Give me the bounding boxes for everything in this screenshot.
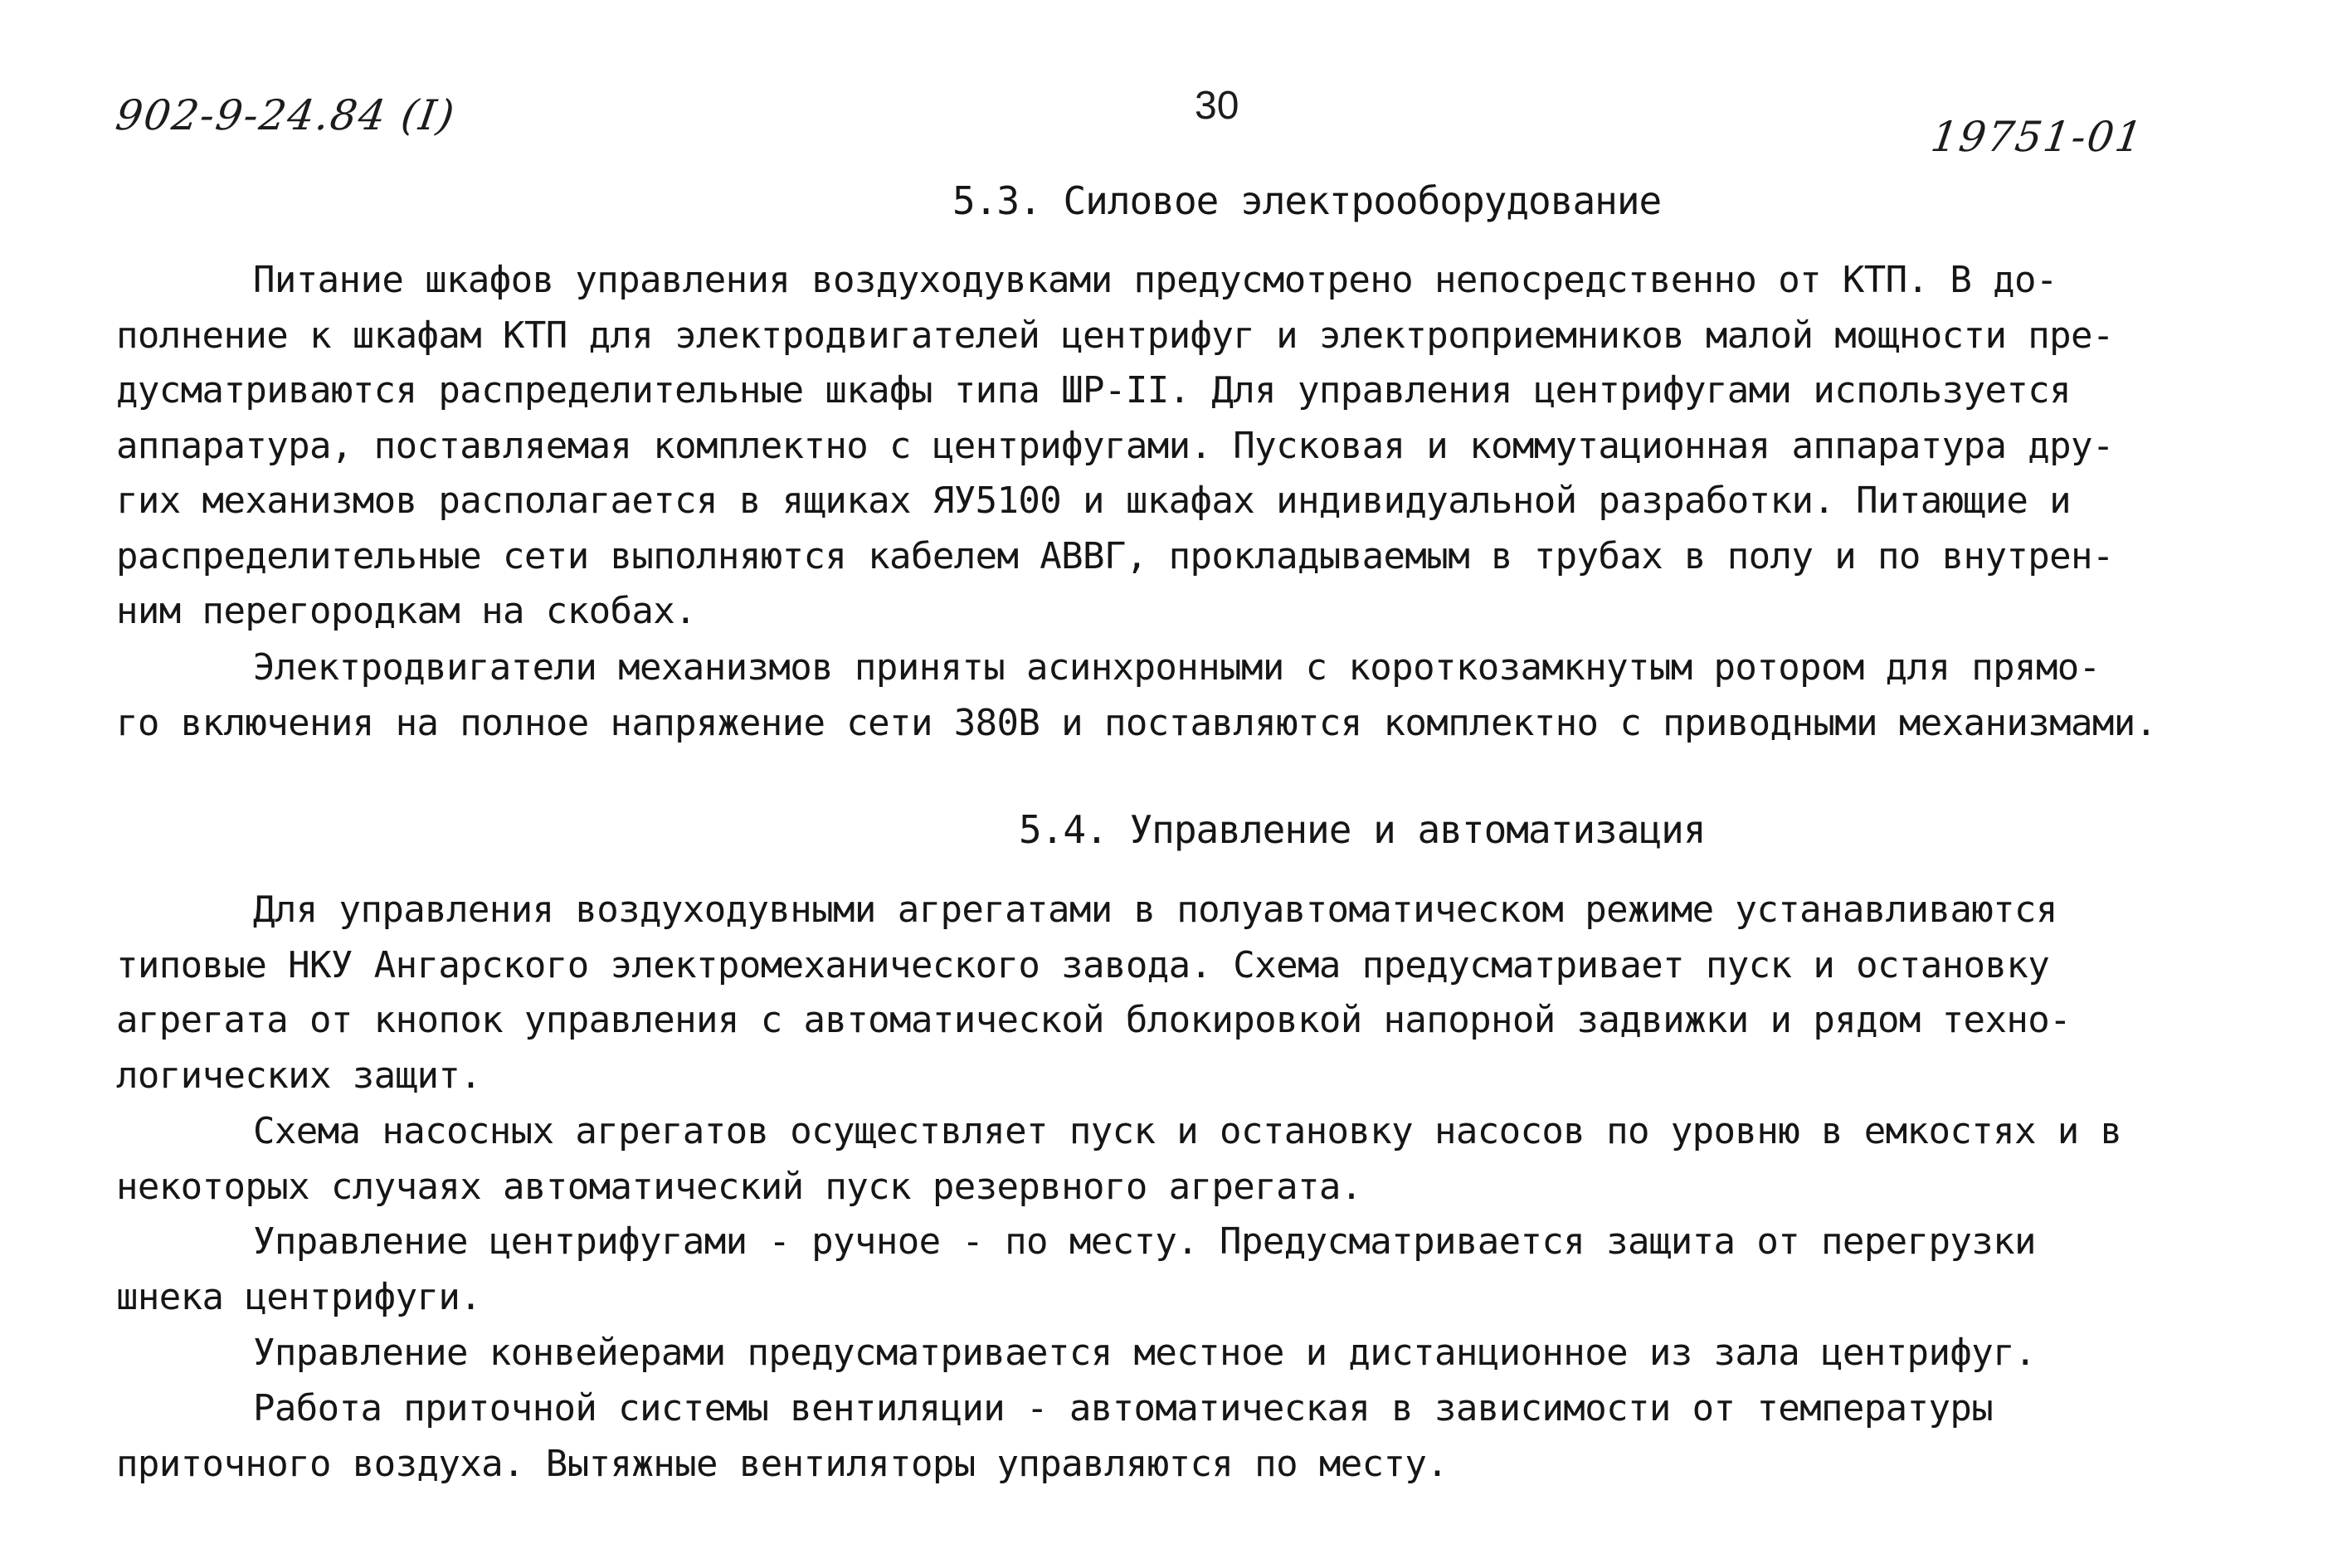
- text-line: Схема насосных агрегатов осуществляет пуск и остановку насосов по уровню в емкостях и в: [253, 1110, 2122, 1152]
- text-line: Управление конвейерами предусматривается местное и дистанционное из зала центрифуг.: [253, 1332, 2036, 1374]
- text-line: ним перегородкам на скобах.: [116, 590, 697, 632]
- section-heading-5-4: 5.4. Управление и автоматизация: [1019, 807, 1706, 852]
- text-line: го включения на полное напряжение сети 380В и поставляются комплектно с приводными механизмами.: [116, 701, 2157, 744]
- text-line: Управление центрифугами - ручное - по месту. Предусматривается защита от перегрузки: [253, 1220, 2036, 1263]
- paragraph-5-4-2: [116, 1104, 2121, 1215]
- page-number: 30: [1195, 84, 1239, 128]
- text-line: распределительные сети выполняются кабелем АВВГ, прокладываемым в трубах в полу и по внутрен-: [116, 534, 2114, 577]
- text-line: типовые НКУ Ангарского электромеханического завода. Схема предусматривает пуск и остановку: [116, 943, 2050, 986]
- section-heading-5-3: 5.3. Силовое электрооборудование: [952, 178, 1662, 223]
- paragraph-5-3-2: [116, 640, 2157, 751]
- text-line: дусматриваются распределительные шкафы типа ШР-II. Для управления центрифугами используется: [116, 369, 2072, 411]
- document-code: 902-9-24.84 (I): [112, 91, 459, 139]
- document-number: 19751-01: [1927, 113, 2147, 161]
- text-line: Для управления воздуходувными агрегатами в полуавтоматическом режиме устанавливаются: [253, 889, 2057, 931]
- text-line: Электродвигатели механизмов приняты асинхронными с короткозамкнутым ротором для прямо-: [253, 646, 2101, 689]
- paragraph-5-4-3: [116, 1215, 2036, 1325]
- text-line: гих механизмов располагается в ящиках ЯУ5100 и шкафах индивидуальной разработки. Питающие и: [116, 480, 2072, 522]
- paragraph-5-4-1: [116, 883, 2071, 1103]
- paragraph-5-4-4: [116, 1326, 2036, 1381]
- text-line: полнение к шкафам КТП для электродвигателей центрифуг и электроприемников малой мощности пре-: [116, 314, 2114, 357]
- text-line: аппаратура, поставляемая комплектно с центрифугами. Пусковая и коммутационная аппаратура дру-: [116, 424, 2114, 467]
- paragraph-5-3-1: [116, 253, 2114, 640]
- text-line: логических защит.: [116, 1054, 482, 1097]
- text-line: Питание шкафов управления воздуходувками предусмотрено непосредственно от КТП. В до-: [253, 259, 2057, 301]
- text-line: Работа приточной системы вентиляции - автоматическая в зависимости от температуры: [253, 1387, 1994, 1429]
- text-line: некоторых случаях автоматический пуск резервного агрегата.: [116, 1165, 1362, 1208]
- text-line: шнека центрифуги.: [116, 1275, 482, 1318]
- paragraph-5-4-5: [116, 1381, 1993, 1492]
- text-line: приточного воздуха. Вытяжные вентиляторы управляются по месту.: [116, 1442, 1449, 1485]
- text-line: агрегата от кнопок управления с автоматической блокировкой напорной задвижки и рядом техно-: [116, 999, 2072, 1041]
